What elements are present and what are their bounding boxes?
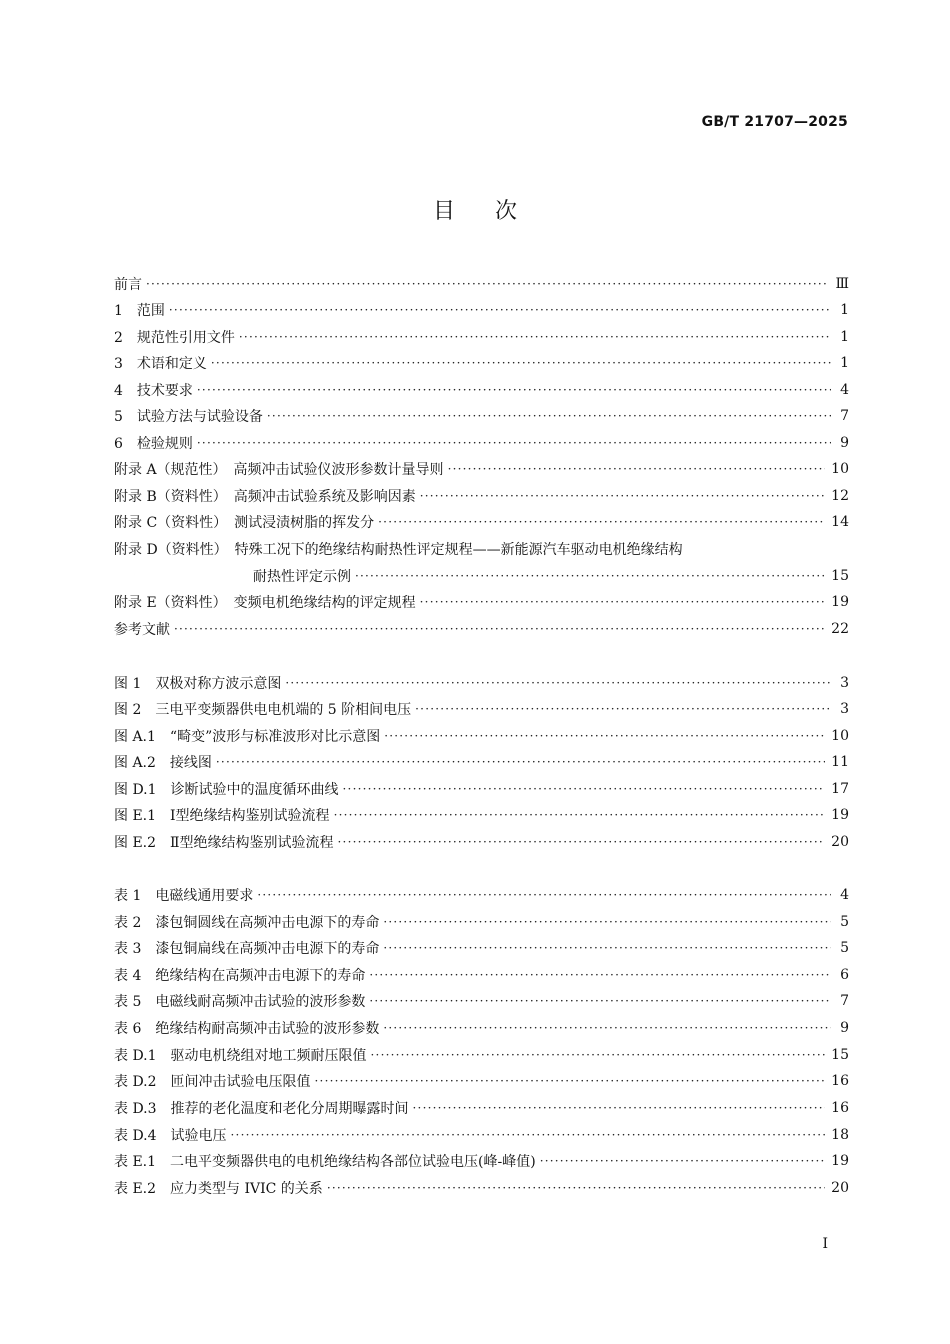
dot-leader — [378, 510, 825, 534]
toc-entry-page: 22 — [831, 621, 849, 637]
toc-entry-page: 3 — [840, 675, 849, 691]
toc-entry[interactable] — [114, 537, 849, 561]
dot-leader — [231, 1123, 826, 1147]
toc-entry-label: 表 6 绝缘结构耐高频冲击试验的波形参数 — [114, 1021, 380, 1037]
toc-entry-label: 3 术语和定义 — [114, 356, 207, 372]
toc-entry-page: 11 — [831, 754, 849, 770]
toc-entry-page: 1 — [840, 302, 849, 318]
toc-entry-label: 附录 B（资料性） 高频冲击试验系统及影响因素 — [114, 489, 416, 505]
toc-entry-page: 1 — [840, 355, 849, 371]
dot-leader — [338, 830, 826, 854]
toc-entry[interactable] — [114, 378, 849, 402]
toc-entry-page: 20 — [831, 834, 849, 850]
toc-entry[interactable] — [114, 351, 849, 375]
toc-entry-page: 18 — [831, 1127, 849, 1143]
dot-leader — [334, 803, 826, 827]
dot-leader — [420, 484, 825, 508]
toc-entry-label: 图 1 双极对称方波示意图 — [114, 676, 282, 692]
toc-entry-label: 4 技术要求 — [114, 383, 193, 399]
toc-entry-page: 5 — [840, 914, 849, 930]
title-char-left: 目 — [432, 199, 455, 224]
toc-entry[interactable] — [114, 830, 849, 854]
toc-entry-label: 表 D.3 推荐的老化温度和老化分周期曝露时间 — [114, 1101, 409, 1117]
dot-leader — [687, 537, 831, 561]
toc-entry-label: 图 E.1 Ⅰ型绝缘结构鉴别试验流程 — [114, 808, 330, 824]
toc-entry-label: 附录 A（规范性） 高频冲击试验仪波形参数计量导则 — [114, 462, 444, 478]
toc-entry[interactable] — [114, 777, 849, 801]
toc-entry-page: 16 — [831, 1073, 849, 1089]
toc-entry-page: 4 — [840, 887, 849, 903]
dot-leader — [371, 1043, 826, 1067]
toc-entry-label: 表 D.2 匝间冲击试验电压限值 — [114, 1074, 311, 1090]
page-number: Ⅰ — [822, 1236, 828, 1252]
toc-entry-label: 图 2 三电平变频器供电电机端的 5 阶相间电压 — [114, 702, 412, 718]
toc-entry-page: 10 — [831, 461, 849, 477]
toc-entry-label: 表 E.2 应力类型与 IVIC 的关系 — [114, 1181, 323, 1197]
toc-entry[interactable] — [114, 431, 849, 455]
dot-leader — [174, 617, 825, 641]
toc-entry-page: 7 — [840, 408, 849, 424]
toc-entry-page: Ⅲ — [835, 276, 849, 292]
toc-entry[interactable] — [114, 617, 849, 641]
toc-entry-page: 20 — [831, 1180, 849, 1196]
toc-entry-page: 17 — [831, 781, 849, 797]
toc-entry[interactable] — [114, 404, 849, 428]
toc-entry-label: 表 4 绝缘结构在高频冲击电源下的寿命 — [114, 968, 366, 984]
dot-leader — [369, 989, 831, 1013]
toc-entry-page: 16 — [831, 1100, 849, 1116]
dot-leader — [169, 298, 831, 322]
dot-leader — [420, 590, 826, 614]
toc-entry-page: 19 — [831, 594, 849, 610]
toc-entry-label: 表 2 漆包铜圆线在高频冲击电源下的寿命 — [114, 915, 380, 931]
toc-entry-page: 7 — [840, 993, 849, 1009]
toc-entry-page: 5 — [840, 940, 849, 956]
toc-entry-label: 图 D.1 诊断试验中的温度循环曲线 — [114, 782, 339, 798]
toc-entry-label: 附录 D（资料性） 特殊工况下的绝缘结构耐热性评定规程——新能源汽车驱动电机绝缘结构 — [114, 542, 683, 558]
toc-entry[interactable] — [114, 989, 849, 1013]
dot-leader — [413, 1096, 826, 1120]
toc-entry[interactable] — [114, 590, 849, 614]
toc-entry[interactable] — [114, 1123, 849, 1147]
toc-entry[interactable] — [114, 1016, 849, 1040]
title-char-right: 次 — [495, 199, 518, 224]
toc-entry[interactable] — [114, 298, 849, 322]
dot-leader — [355, 564, 825, 588]
toc-entry[interactable] — [114, 936, 849, 960]
toc-entry[interactable] — [114, 325, 849, 349]
toc-entry-page: 15 — [831, 1047, 849, 1063]
toc-entry[interactable] — [114, 750, 849, 774]
toc-entry[interactable] — [114, 803, 849, 827]
dot-leader — [540, 1149, 825, 1173]
toc-entry-page: 1 — [840, 329, 849, 345]
toc-entry-label: 附录 E（资料性） 变频电机绝缘结构的评定规程 — [114, 595, 416, 611]
dot-leader — [369, 963, 831, 987]
toc-entry[interactable] — [114, 883, 849, 907]
toc-entry-label: 附录 C（资料性） 测试浸渍树脂的挥发分 — [114, 515, 375, 531]
toc-entry[interactable] — [114, 484, 849, 508]
toc-entry-page: 10 — [831, 728, 849, 744]
toc-entry-label: 表 D.4 试验电压 — [114, 1128, 227, 1144]
dot-leader — [146, 272, 829, 296]
dot-leader — [327, 1176, 825, 1200]
toc-entry-page: 15 — [831, 568, 849, 584]
toc-entry-page: 19 — [831, 1153, 849, 1169]
dot-leader — [384, 724, 825, 748]
page-title — [0, 194, 950, 225]
dot-leader — [343, 777, 826, 801]
dot-leader — [197, 431, 831, 455]
toc-entry-page: 6 — [840, 967, 849, 983]
toc-entry-label: 表 5 电磁线耐高频冲击试验的波形参数 — [114, 994, 366, 1010]
toc-entry[interactable] — [114, 963, 849, 987]
toc-entry-label: 6 检验规则 — [114, 436, 193, 452]
toc-entry[interactable] — [114, 272, 849, 296]
toc-entry-label: 表 E.1 二电平变频器供电的电机绝缘结构各部位试验电压(峰-峰值) — [114, 1154, 536, 1170]
dot-leader — [216, 750, 825, 774]
toc-entry[interactable] — [114, 457, 849, 481]
toc-entry[interactable] — [114, 564, 849, 588]
toc-entry[interactable] — [114, 697, 849, 721]
dot-leader — [415, 697, 831, 721]
toc-entry-page: 14 — [831, 514, 849, 530]
toc-entry[interactable] — [114, 510, 849, 534]
toc-entry-label: 耐热性评定示例 — [253, 569, 351, 585]
toc-entry-label: 5 试验方法与试验设备 — [114, 409, 263, 425]
toc-entry[interactable] — [114, 671, 849, 695]
toc-entry[interactable] — [114, 724, 849, 748]
dot-leader — [239, 325, 831, 349]
toc-entry[interactable] — [114, 910, 849, 934]
dot-leader — [285, 671, 831, 695]
dot-leader — [211, 351, 831, 375]
toc-entry[interactable] — [114, 1176, 849, 1200]
dot-leader — [197, 378, 831, 402]
dot-leader — [383, 936, 831, 960]
toc-entry-page: 3 — [840, 701, 849, 717]
dot-leader — [267, 404, 831, 428]
toc-entry-label: 表 D.1 驱动电机绕组对地工频耐压限值 — [114, 1048, 367, 1064]
toc-entry-label: 1 范围 — [114, 303, 165, 319]
toc-entry-label: 2 规范性引用文件 — [114, 330, 235, 346]
toc-entry-label: 图 E.2 Ⅱ型绝缘结构鉴别试验流程 — [114, 835, 334, 851]
dot-leader — [383, 1016, 831, 1040]
toc-entry-page: 19 — [831, 807, 849, 823]
toc-entry[interactable] — [114, 1149, 849, 1173]
toc-entry-label: 参考文献 — [114, 622, 170, 638]
toc-entry-label: 图 A.2 接线图 — [114, 755, 212, 771]
toc-entry-page: 4 — [840, 382, 849, 398]
toc-entry-page: 12 — [831, 488, 849, 504]
toc-entry-label: 图 A.1 “畸变”波形与标准波形对比示意图 — [114, 729, 381, 745]
toc-entry[interactable] — [114, 1069, 849, 1093]
toc-entry-label: 前言 — [114, 277, 142, 293]
toc-entry-page: 9 — [840, 1020, 849, 1036]
toc-entry-label: 表 3 漆包铜扁线在高频冲击电源下的寿命 — [114, 941, 380, 957]
dot-leader — [257, 883, 831, 907]
toc-entry[interactable] — [114, 1096, 849, 1120]
standard-code: GB/T 21707—2025 — [701, 114, 848, 130]
toc-entry-page: 9 — [840, 435, 849, 451]
dot-leader — [315, 1069, 826, 1093]
dot-leader — [448, 457, 826, 481]
toc-entry[interactable] — [114, 1043, 849, 1067]
toc-entry-label: 表 1 电磁线通用要求 — [114, 888, 254, 904]
dot-leader — [383, 910, 831, 934]
